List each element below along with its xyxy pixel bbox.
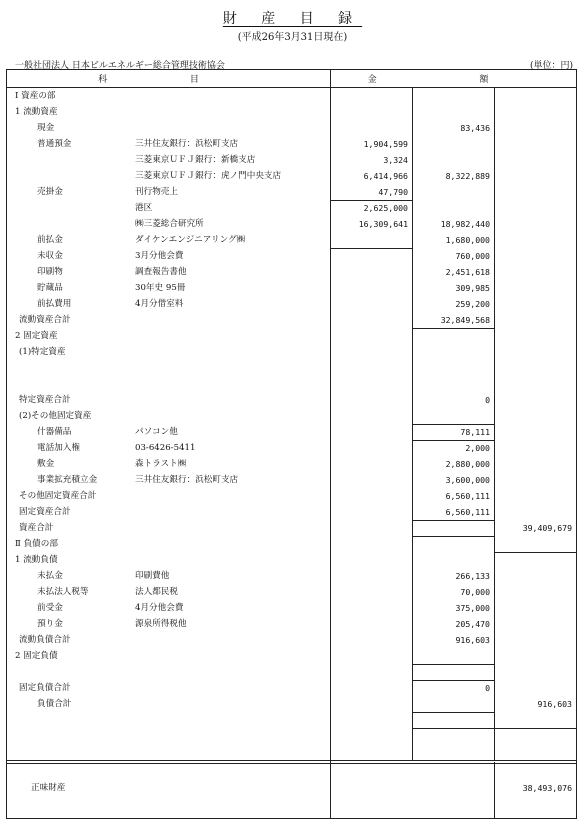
- net-assets-value: 38,493,076: [522, 783, 572, 793]
- subtotal-amount: 32,849,568: [440, 315, 490, 325]
- section-label: 資産合計: [19, 523, 54, 533]
- page-title: 財 産 目 録: [222, 11, 363, 27]
- section-label: 固定負債合計: [19, 683, 71, 693]
- amount-column-header: 金 額: [367, 75, 539, 85]
- table-row: [7, 408, 576, 424]
- item-label: 事業拡充積立金: [37, 475, 98, 485]
- subtotal-rule: [330, 200, 412, 201]
- unit-label: (単位：円): [529, 61, 573, 71]
- subtotal-rule: [412, 664, 494, 665]
- table-row: [7, 344, 576, 360]
- table-row: [7, 520, 576, 536]
- table-row: [7, 184, 576, 200]
- table-row: [7, 664, 576, 680]
- section-label: Ⅰ 資産の部: [15, 91, 56, 101]
- section-label: 固定資産合計: [19, 507, 71, 517]
- item-description: 港区: [135, 203, 153, 213]
- subtotal-amount: 0: [485, 683, 490, 693]
- item-label: 前払金: [37, 235, 63, 245]
- table-row: [7, 120, 576, 136]
- item-label: 前払費用: [37, 299, 72, 309]
- subtotal-amount: 70,000: [460, 587, 490, 597]
- table-row: [7, 456, 576, 472]
- item-label: 貯蔵品: [37, 283, 63, 293]
- table-row: [7, 472, 576, 488]
- table-row: [7, 616, 576, 632]
- item-description: 03-6426-5411: [135, 443, 196, 453]
- table-header: [7, 70, 576, 88]
- item-description: ダイケンエンジニアリング㈱: [135, 235, 246, 245]
- detail-amount: 6,414,966: [363, 171, 408, 181]
- table-row: [7, 584, 576, 600]
- table-row: [7, 248, 576, 264]
- subtotal-amount: 2,451,618: [445, 267, 490, 277]
- subtotal-amount: 78,111: [460, 427, 490, 437]
- table-row: [7, 200, 576, 216]
- subtotal-rule: [412, 424, 494, 425]
- item-description: 三井住友銀行：浜松町支店: [135, 475, 239, 485]
- item-label: 電話加入権: [37, 443, 80, 453]
- table-row: [7, 328, 576, 344]
- section-label: その他固定資産合計: [19, 491, 97, 501]
- table-row: [7, 632, 576, 648]
- detail-amount: 3,324: [383, 155, 408, 165]
- subtotal-amount: 3,600,000: [445, 475, 490, 485]
- table-row: [7, 488, 576, 504]
- table-row: [7, 168, 576, 184]
- detail-amount: 2,625,000: [363, 203, 408, 213]
- subtotal-amount: 0: [485, 395, 490, 405]
- table-row: [7, 88, 576, 104]
- subtotal-amount: 2,880,000: [445, 459, 490, 469]
- total-amount: 916,603: [537, 699, 572, 709]
- item-column-header: 科 目: [98, 75, 239, 85]
- section-label: (2)その他固定資産: [19, 411, 92, 421]
- item-label: 敷金: [37, 459, 55, 469]
- table-row: [7, 136, 576, 152]
- subtotal-amount: 259,200: [455, 299, 490, 309]
- subtotal-rule: [412, 680, 494, 681]
- subtotal-amount: 205,470: [455, 619, 490, 629]
- section-label: 流動資産合計: [19, 315, 71, 325]
- section-label: 流動負債合計: [19, 635, 71, 645]
- table-row: [7, 312, 576, 328]
- item-description: 30年史 95冊: [135, 283, 186, 293]
- net-assets-row: [7, 780, 576, 796]
- subtotal-amount: 760,000: [455, 251, 490, 261]
- table-row: [7, 648, 576, 664]
- organization-name: 一般社団法人 日本ビルエネルギー総合管理技術協会: [15, 61, 225, 71]
- table-row: [7, 600, 576, 616]
- section-label: 特定資産合計: [19, 395, 71, 405]
- subtotal-amount: 83,436: [460, 123, 490, 133]
- item-label: 売掛金: [37, 187, 63, 197]
- table-row: [7, 392, 576, 408]
- subtotal-amount: 309,985: [455, 283, 490, 293]
- subtotal-amount: 2,000: [465, 443, 490, 453]
- subtotal-amount: 266,133: [455, 571, 490, 581]
- table-row: [7, 376, 576, 392]
- net-assets-label: 正味財産: [31, 783, 66, 793]
- item-description: 法人都民税: [135, 587, 178, 597]
- item-label: 印刷物: [37, 267, 63, 277]
- table-row: [7, 504, 576, 520]
- subtotal-amount: 375,000: [455, 603, 490, 613]
- subtotal-rule: [494, 552, 576, 553]
- item-description: パソコン他: [135, 427, 178, 437]
- item-label: 負債合計: [37, 699, 72, 709]
- subtotal-amount: 6,560,111: [445, 507, 490, 517]
- detail-amount: 16,309,641: [358, 219, 408, 229]
- table-row: [7, 424, 576, 440]
- as-of-date: (平成26年3月31日現在): [237, 32, 348, 43]
- item-description: ㈱三菱総合研究所: [135, 219, 204, 229]
- item-label: 預り金: [37, 619, 63, 629]
- table-row: [7, 264, 576, 280]
- item-description: 4月分借室料: [135, 299, 184, 309]
- table-row: [7, 216, 576, 232]
- subtotal-rule: [412, 536, 494, 537]
- table-row: [7, 696, 576, 712]
- item-description: 調査報告書他: [135, 267, 187, 277]
- table-row: [7, 152, 576, 168]
- subtotal-rule: [412, 712, 494, 713]
- item-description: 源泉所得税他: [135, 619, 187, 629]
- table-row: [7, 440, 576, 456]
- table-row: [7, 680, 576, 696]
- table-row: [7, 104, 576, 120]
- subtotal-rule: [330, 248, 412, 249]
- table-row: [7, 280, 576, 296]
- table-row: [7, 232, 576, 248]
- item-description: 印刷費他: [135, 571, 170, 581]
- item-label: 未収金: [37, 251, 63, 261]
- table-row: [7, 536, 576, 552]
- item-description: 森トラスト㈱: [135, 459, 187, 469]
- section-label: 1 流動資産: [15, 107, 58, 117]
- section-label: Ⅱ 負債の部: [15, 539, 58, 549]
- item-label: 未払法人税等: [37, 587, 89, 597]
- table-row: [7, 296, 576, 312]
- item-description: 三菱東京ＵＦＪ銀行：新橋支店: [135, 155, 256, 165]
- section-label: 2 固定資産: [15, 331, 58, 341]
- detail-amount: 1,904,599: [363, 139, 408, 149]
- subtotal-amount: 916,603: [455, 635, 490, 645]
- double-rule: [7, 760, 576, 764]
- item-description: 3月分他会費: [135, 251, 184, 261]
- subtotal-rule: [412, 520, 494, 521]
- item-label: 普通預金: [37, 139, 72, 149]
- inventory-table: [6, 69, 577, 819]
- item-description: 三井住友銀行：浜松町支店: [135, 139, 239, 149]
- table-row: [7, 360, 576, 376]
- table-row: [7, 568, 576, 584]
- item-label: 現金: [37, 123, 55, 133]
- subtotal-amount: 18,982,440: [440, 219, 490, 229]
- subtotal-amount: 6,560,111: [445, 491, 490, 501]
- table-row: [7, 552, 576, 568]
- item-label: 未払金: [37, 571, 63, 581]
- item-description: 三菱東京ＵＦＪ銀行：虎ノ門中央支店: [135, 171, 282, 181]
- subtotal-amount: 8,322,889: [445, 171, 490, 181]
- section-label: (1)特定資産: [19, 347, 66, 357]
- subtotal-amount: 1,680,000: [445, 235, 490, 245]
- section-label: 1 流動負債: [15, 555, 58, 565]
- subtotal-rule: [412, 440, 494, 441]
- detail-amount: 47,790: [378, 187, 408, 197]
- item-description: 刊行物売上: [135, 187, 178, 197]
- subtotal-rule: [412, 328, 494, 329]
- item-label: 前受金: [37, 603, 63, 613]
- subtotal-rule: [494, 728, 576, 729]
- subtotal-rule: [412, 728, 494, 729]
- item-label: 什器備品: [37, 427, 72, 437]
- section-label: 2 固定負債: [15, 651, 58, 661]
- item-description: 4月分他会費: [135, 603, 184, 613]
- total-amount: 39,409,679: [522, 523, 572, 533]
